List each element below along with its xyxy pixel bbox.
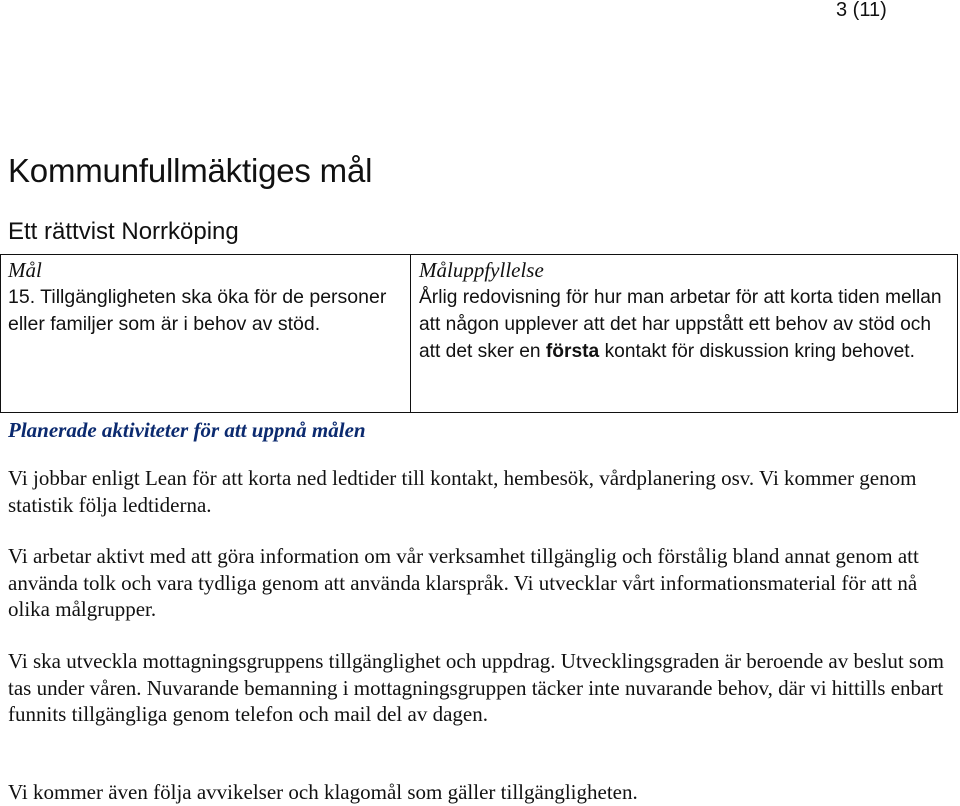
activity-paragraph-lean: Vi jobbar enligt Lean för att korta ned ledtider till kontakt, hembesök, vårdplanering osv. Vi kommer genom statistik följa ledtiderna. <box>8 466 917 517</box>
page-title: Kommunfullmäktiges mål <box>8 152 373 189</box>
activity-paragraph-information: Vi arbetar aktivt med att göra information om vår verksamhet tillgänglig och förstålig bland annat genom att använda tolk och vara tydliga genom att använda klarspråk. Vi utvecklar vårt informationsmaterial för att nå olika målgrupper. <box>8 544 919 621</box>
goal-header: Mål <box>8 258 42 282</box>
activity-paragraph-complaints: Vi kommer även följa avvikelser och klagomål som gäller tillgängligheten. <box>8 780 638 804</box>
fulfilment-cell <box>419 255 955 365</box>
activities-heading: Planerade aktiviteter för att uppnå målen <box>8 418 366 442</box>
fulfilment-text-emphasis: första <box>545 341 600 362</box>
fulfilment-text <box>419 284 955 365</box>
goal-table <box>0 254 958 413</box>
activity-paragraph-reception-group: Vi ska utveckla mottagningsgruppens tillgänglighet och uppdrag. Utvecklingsgraden är beroende av beslut som tas under våren. Nuvarande bemanning i mottagningsgruppen täcker inte nuvarande behov, där vi hittills enbart funnits tillgängliga genom telefon och mail del av dagen. <box>8 649 944 726</box>
table-divider <box>410 255 411 412</box>
goal-text: 15. Tillgängligheten ska öka för de personer eller familjer som är i behov av stöd. <box>8 286 387 335</box>
fulfilment-text-start: Årlig redovisning för hur man arbetar för att korta tiden mellan att någon upplever att det har uppstått ett behov av stöd och att det sker en <box>419 287 942 362</box>
page-number: 3 (11) <box>836 0 887 21</box>
page-subtitle: Ett rättvist Norrköping <box>8 218 239 245</box>
goal-cell <box>8 255 403 338</box>
fulfilment-header: Måluppfyllelse <box>419 258 544 282</box>
fulfilment-text-end: kontakt för diskussion kring behovet. <box>599 341 915 362</box>
